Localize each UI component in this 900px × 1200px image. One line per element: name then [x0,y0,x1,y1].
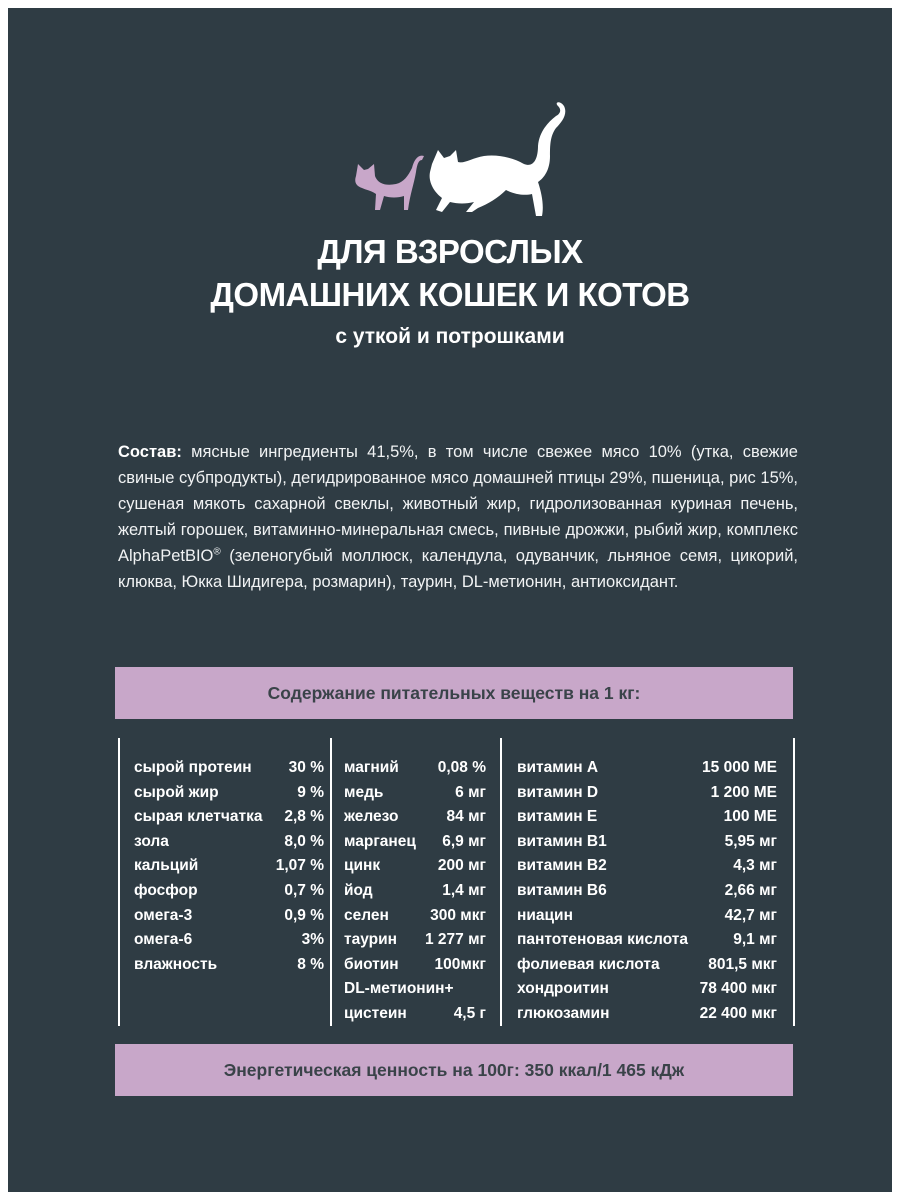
nutrient-value: 8 % [297,955,324,973]
nutrient-value: 100мкг [434,955,486,973]
nutrient-row [344,928,486,952]
nutrient-name: биотин [344,955,399,973]
composition-body-2: (зеленогубый моллюск, календула, одуванчик, льняное семя, цикорий, клюква, Юкка Шидигера, розмарин), таурин, DL-метионин, антиоксидант. [118,547,798,591]
product-title [8,230,892,316]
nutrient-value: 0,08 % [437,759,486,776]
nutrient-row [344,805,486,829]
nutrient-name: витамин Е [517,808,598,826]
nutrient-value: 6,9 мг [442,832,486,850]
nutrient-value: 4,3 мг [733,857,777,875]
nutrient-value: 2,8 % [284,808,324,826]
nutrient-name: фосфор [134,882,198,899]
nutrient-row [517,756,777,780]
nutrient-value: 9,1 мг [733,931,777,949]
nutrient-name: витамин В2 [517,857,607,875]
nutrient-row [344,1002,486,1026]
nutrient-name: цистеин [344,1005,407,1022]
nutrient-value: 42,7 мг [724,906,777,924]
nutrient-row [517,879,777,903]
nutrient-row [134,805,324,829]
nutrient-value: 1 277 мг [424,931,486,949]
nutrient-name: сырой жир [134,783,219,801]
nutrition-column-minerals [330,738,502,1026]
nutrient-name: магний [344,759,399,776]
nutrient-row [344,977,486,1001]
nutrient-name: пантотеновая кислота [517,931,688,949]
nutrient-row [344,879,486,903]
nutrient-value: 2,66 мг [724,882,777,899]
nutrient-name: влажность [134,955,218,973]
nutrient-row [517,1002,777,1026]
nutrient-row [134,781,324,805]
nutrition-heading: Содержание питательных веществ на 1 кг: [115,667,793,719]
nutrient-row [344,781,486,805]
nutrient-value: 0,9 % [284,906,324,924]
nutrient-row [517,953,777,977]
nutrient-name: витамин А [517,759,599,776]
nutrient-value: 1,07 % [275,857,324,875]
nutrient-value: 1,4 мг [442,882,486,899]
nutrient-name: глюкозамин [517,1005,610,1022]
nutrient-row [344,953,486,977]
nutrient-name: сырая клетчатка [134,808,263,826]
nutrient-name: зола [134,832,169,850]
nutrition-column-vitamins [501,738,795,1026]
nutrient-row [517,904,777,928]
composition-text [118,439,798,595]
package-back-panel [8,8,892,1192]
kitten-silhouette-icon [355,156,424,210]
nutrient-name: таурин [344,931,397,949]
nutrient-value: 78 400 мкг [699,980,777,998]
nutrient-name: хондроитин [517,980,609,998]
nutrient-name: омега-3 [134,906,193,924]
nutrient-row [134,756,324,780]
nutrient-value: 100 МЕ [723,808,777,826]
nutrient-value: 3% [301,931,324,949]
nutrient-value: 9 % [297,783,324,801]
nutrient-row [134,854,324,878]
cat-silhouette-icon [430,102,566,216]
nutrient-value: 801,5 мкг [708,955,777,973]
energy-value: Энергетическая ценность на 100г: 350 ккал/1 465 кДж [115,1044,793,1096]
nutrient-name: медь [344,783,384,801]
nutrient-name: витамин D [517,783,599,801]
nutrient-row [517,854,777,878]
nutrient-row [344,854,486,878]
nutrient-value: 0,7 % [284,882,324,899]
composition-body-1: мясные ингредиенты 41,5%, в том числе свежее мясо 10% (утка, свежие свиные субпродукты), дегидрированное мясо домашней птицы 29%, пшеница, рис 15%, сушеная мякоть сахарной свеклы, животный жир, гидролизованная куриная печень, желтый горошек, витаминно-минеральная смесь, пивные дрожжи, рыбий жир, комплекс AlphaPetBIO [118,443,798,565]
composition-label: Состав: [118,443,182,461]
nutrient-value: 30 % [288,759,324,776]
nutrient-name: селен [344,906,389,924]
nutrient-row [134,953,324,977]
nutrient-row [517,928,777,952]
nutrient-name: кальций [134,857,199,875]
nutrient-name: DL-метионин+ [344,980,454,998]
nutrient-name: железо [344,808,399,826]
nutrient-value: 84 мг [446,808,486,826]
nutrient-row [517,830,777,854]
nutrient-value: 5,95 мг [724,832,777,850]
product-subtitle: с уткой и потрошками [335,325,565,348]
nutrient-value: 15 000 МЕ [702,759,777,776]
nutrient-value: 6 мг [455,783,486,801]
nutrient-name: сырой протеин [134,759,252,776]
nutrient-row [344,756,486,780]
nutrient-name: ниацин [517,906,573,924]
title-line-1: ДЛЯ ВЗРОСЛЫХ [317,233,583,270]
nutrient-row [134,830,324,854]
nutrient-value: 200 мг [437,857,486,875]
nutrient-name: витамин В1 [517,832,607,850]
cats-illustration [338,98,578,228]
nutrient-row [517,805,777,829]
nutrient-row [134,904,324,928]
nutrient-row [134,879,324,903]
nutrient-row [134,928,324,952]
nutrient-name: витамин В6 [517,882,607,899]
nutrient-row [517,781,777,805]
nutrition-column-macros [118,738,332,1026]
nutrient-name: йод [344,882,373,899]
nutrient-value: 300 мкг [430,906,486,924]
title-line-2: ДОМАШНИХ КОШЕК И КОТОВ [210,276,690,313]
nutrient-value: 4,5 г [453,1005,486,1022]
nutrient-row [344,904,486,928]
nutrient-row [344,830,486,854]
nutrient-value: 22 400 мкг [699,1005,777,1022]
nutrient-name: цинк [344,857,381,875]
nutrient-row [517,977,777,1001]
nutrient-name: марганец [344,832,416,850]
registered-mark: ® [213,546,221,558]
nutrient-name: омега-6 [134,931,193,949]
nutrient-value: 1 200 МЕ [710,783,777,801]
nutrient-value: 8,0 % [284,832,324,850]
nutrient-name: фолиевая кислота [517,955,660,973]
